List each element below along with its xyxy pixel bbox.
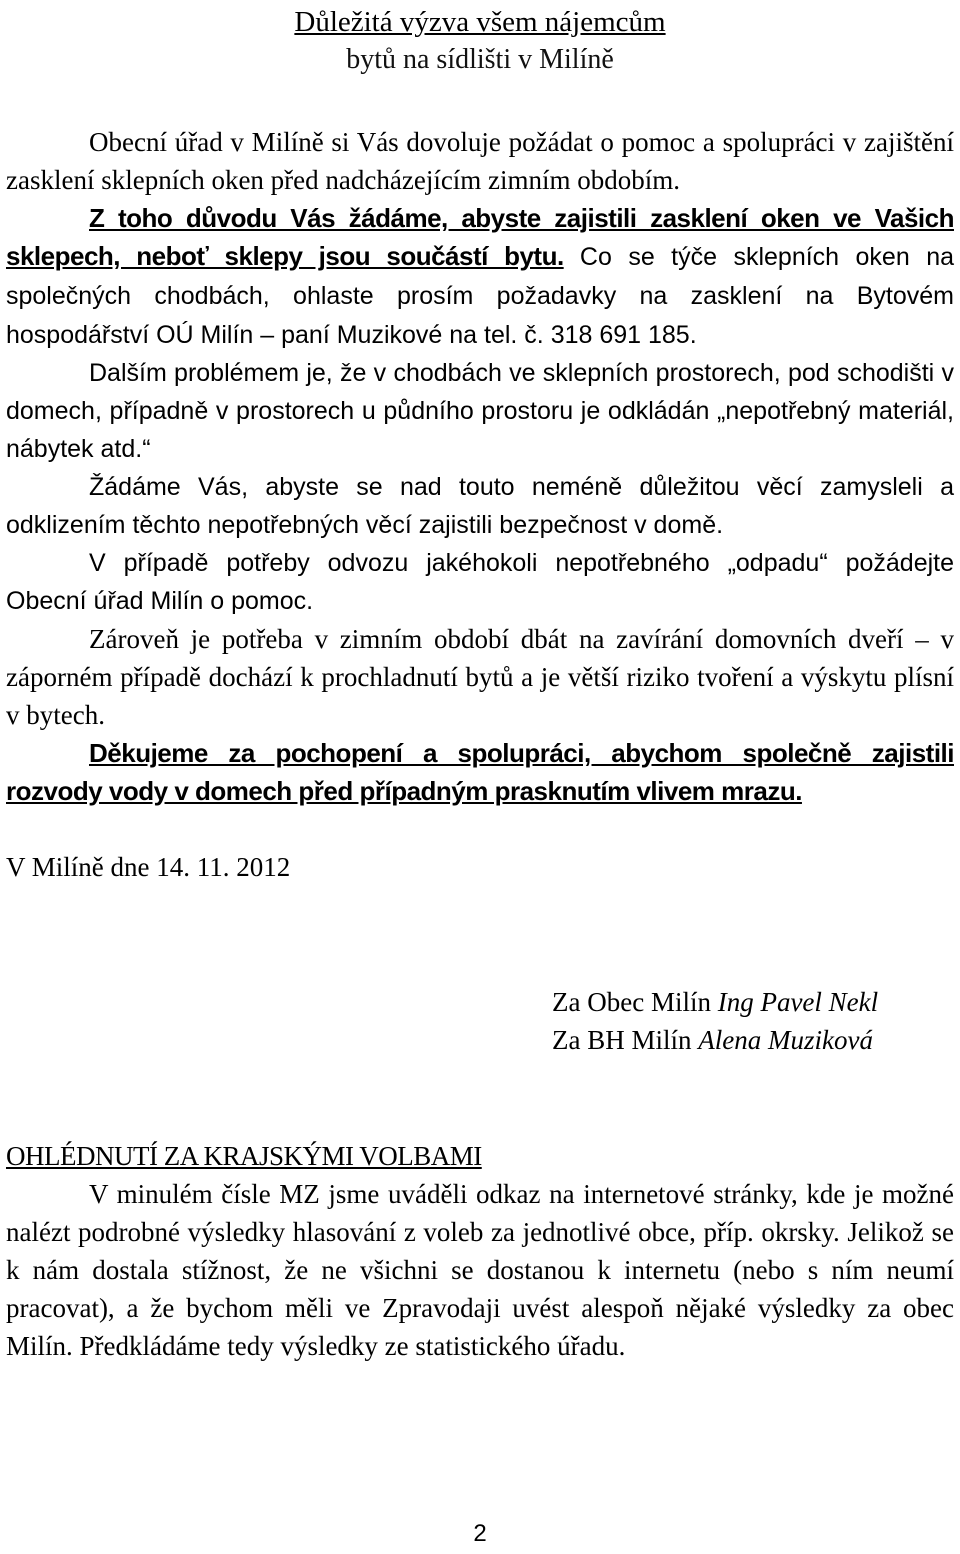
document-page <box>6 0 954 886</box>
signature-line-1 <box>552 983 952 1021</box>
elections-section <box>6 1137 954 1365</box>
notice-paragraph-2 <box>6 199 954 354</box>
signature-1-name: Ing Pavel Nekl <box>717 987 879 1017</box>
notice-paragraph-3: Dalším problémem je, že v chodbách ve sklepních prostorech, pod schodišti v domech, případně v prostorech u půdního prostoru je odkládán „nepotřebný materiál, nábytek atd.“ <box>6 359 954 463</box>
elections-heading: OHLÉDNUTÍ ZA KRAJSKÝMI VOLBAMI <box>6 1141 482 1171</box>
notice-subtitle: bytů na sídlišti v Milíně <box>346 44 614 75</box>
notice-paragraph-5: V případě potřeby odvozu jakéhokoli nepotřebného „odpadu“ požádejte Obecní úřad Milín o pomoc. <box>6 549 954 615</box>
notice-paragraph-4: Žádáme Vás, abyste se nad touto neméně důležitou věcí zamysleli a odklizením těchto nepotřebných věcí zajistili bezpečnost v domě. <box>6 473 954 539</box>
signatures <box>552 983 952 1059</box>
notice-date: V Milíně dne 14. 11. 2012 <box>6 852 291 882</box>
notice-thanks: Děkujeme za pochopení a spolupráci, abychom společně zajistili rozvody vody v domech před případným prasknutím vlivem mrazu. <box>6 738 954 806</box>
elections-body: V minulém čísle MZ jsme uváděli odkaz na internetové stránky, kde je možné nalézt podrobné výsledky hlasování z voleb za jednotlivé obce, příp. okrsky. Jelikož se k nám dostala stížnost, že ne všichni se dostanou k internetu (nebo s ním neumí pracovat), a že bychom měli ve Zpravodaji uvést alespoň nějaké výsledky za obec Milín. Předkládáme tedy výsledky ze statistického úřadu. <box>6 1179 954 1361</box>
notice-title: Důležitá výzva všem nájemcům <box>294 6 666 38</box>
page-number: 2 <box>473 1520 487 1547</box>
signature-2-label: Za BH Milín <box>552 1025 692 1055</box>
notice-paragraph-6: Zároveň je potřeba v zimním období dbát na zavírání domovních dveří – v záporném případě dochází k prochladnutí bytů a je větší riziko tvoření a výskytu plísní v bytech. <box>6 624 954 730</box>
signature-2-name: Alena Muziková <box>698 1025 873 1055</box>
notice-paragraph-2-rest: Co se týče sklepních oken na společných chodbách, ohlaste prosím požadavky na zasklení na Bytovém hospodářství OÚ Milín – paní Muzikové na tel. č. 318 691 185. <box>6 243 954 349</box>
notice-paragraph-1: Obecní úřad v Milíně si Vás dovoluje požádat o pomoc a spolupráci v zajištění zasklení sklepních oken před nadcházejícím zimním obdobím. <box>6 127 954 195</box>
signature-line-2 <box>552 1021 952 1059</box>
notice-paragraph-2-bold: Z toho důvodu Vás žádáme, abyste zajistili zasklení oken ve Vašich sklepech, neboť sklepy jsou součástí bytu. <box>6 203 954 271</box>
signature-1-label: Za Obec Milín <box>552 987 711 1017</box>
